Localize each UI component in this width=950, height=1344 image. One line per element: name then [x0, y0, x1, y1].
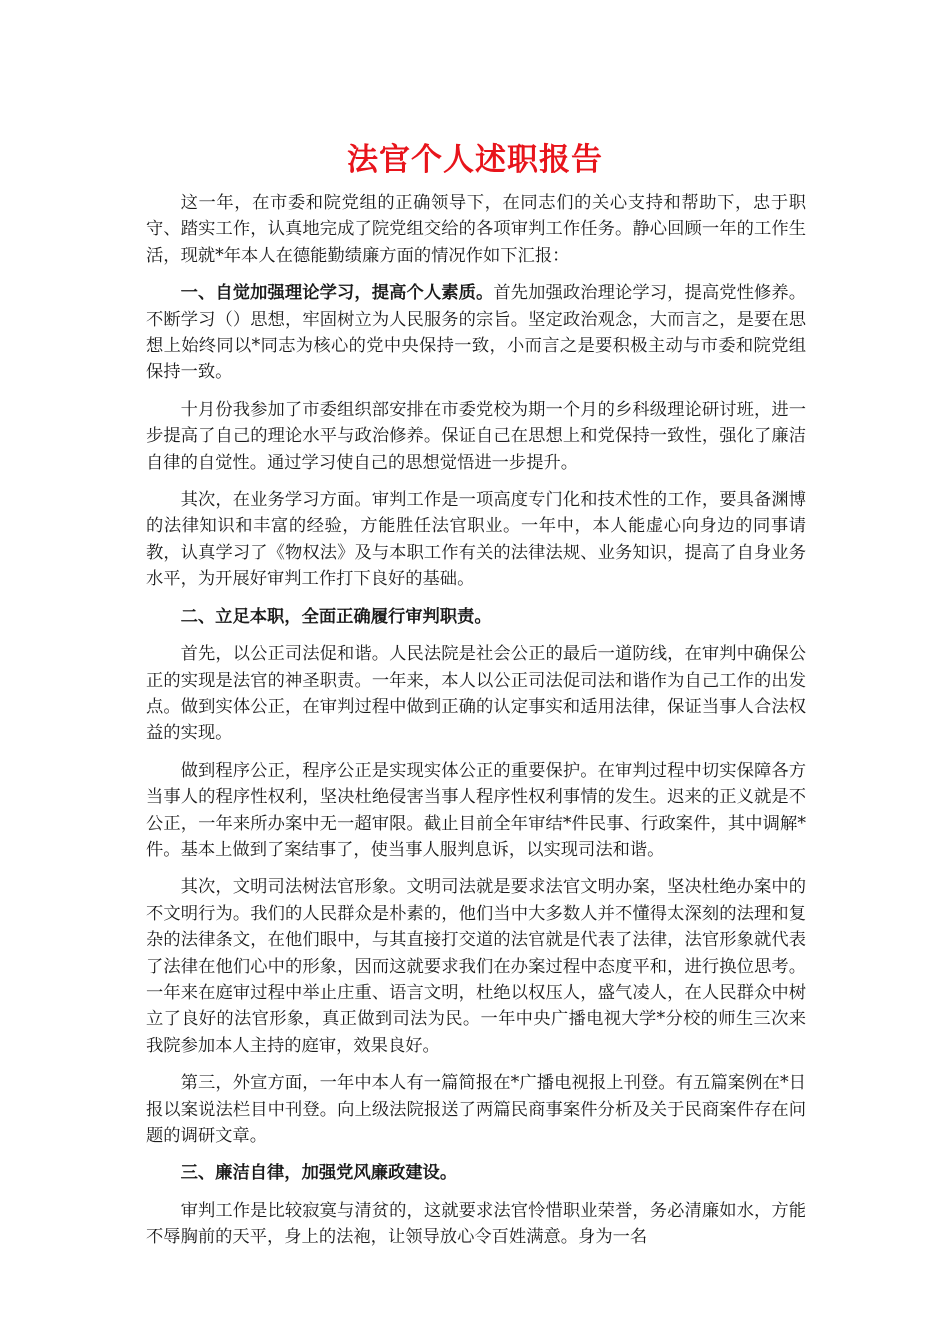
- paragraph-publicity: 第三，外宣方面，一年中本人有一篇简报在*广播电视报上刊登。有五篇案例在*日报以案说法栏目中刊登。向上级法院报送了两篇民商事案件分析及关于民商案件存在问题的调研文章。: [146, 1073, 806, 1146]
- section-heading-1: 一、自觉加强理论学习，提高个人素质。: [180, 283, 494, 304]
- document-title: 法官个人述职报告: [347, 142, 603, 178]
- paragraph-intro: 这一年，在市委和院党组的正确领导下，在同志们的关心支持和帮助下，忠于职守、踏实工作，认真地完成了院党组交给的各项审判工作任务。静心回顾一年的工作生活，现就*年本人在德能勤绩廉方面的情况作如下汇报：: [146, 193, 806, 266]
- paragraph-business-study: 其次，在业务学习方面。审判工作是一项高度专门化和技术性的工作，要具备渊博的法律知识和丰富的经验，方能胜任法官职业。一年中，本人能虚心向身边的同事请教，认真学习了《物权法》及与本职工作有关的法律法规、业务知识，提高了自身业务水平，为开展好审判工作打下良好的基础。: [146, 490, 806, 590]
- section-1-text: 首先加强政治理论学习，提高党性修养。不断学习（）思想，牢固树立为人民服务的宗旨。坚定政治观念，大而言之，是要在思想上始终同以*同志为核心的党中央保持一致，小而言之是要积极主动与市委和院党组保持一致。: [146, 283, 806, 383]
- paragraph-integrity: 审判工作是比较寂寞与清贫的，这就要求法官怜惜职业荣誉，务必清廉如水，方能不辱胸前的天平，身上的法袍，让领导放心令百姓满意。身为一名: [146, 1200, 806, 1248]
- section-heading-2: 二、立足本职，全面正确履行审判职责。: [180, 606, 492, 627]
- paragraph-section-1: [146, 280, 806, 386]
- document-body: [146, 190, 806, 1262]
- paragraph-civility: 其次，文明司法树法官形象。文明司法就是要求法官文明办案，坚决杜绝办案中的不文明行为。我们的人民群众是朴素的，他们当中大多数人并不懂得太深刻的法理和复杂的法律条文，在他们眼中，与其直接打交道的法官就是代表了法律，法官形象就代表了法律在他们心中的形象，因而这就要求我们在办案过程中态度平和，进行换位思考。一年来在庭审过程中举止庄重、语言文明，杜绝以权压人，盛气凌人，在人民群众中树立了良好的法官形象，真正做到司法为民。一年中央广播电视大学*分校的师生三次来我院参加本人主持的庭审，效果良好。: [146, 877, 806, 1056]
- paragraph-training: 十月份我参加了市委组织部安排在市委党校为期一个月的乡科级理论研讨班，进一步提高了自己的理论水平与政治修养。保证自己在思想上和党保持一致性，强化了廉洁自律的自觉性。通过学习使自己的思想觉悟进一步提升。: [146, 399, 806, 473]
- paragraph-procedure: 做到程序公正，程序公正是实现实体公正的重要保护。在审判过程中切实保障各方当事人的程序性权利，坚决杜绝侵害当事人程序性权利事情的发生。迟来的正义就是不公正，一年来所办案中无一超审限。截止目前全年审结*件民事、行政案件，其中调解*件。基本上做到了案结事了，使当事人服判息诉，以实现司法和谐。: [146, 760, 806, 860]
- section-heading-3: 三、廉洁自律，加强党风廉政建设。: [180, 1163, 458, 1184]
- paragraph-justice: 首先，以公正司法促和谐。人民法院是社会公正的最后一道防线，在审判中确保公正的实现是法官的神圣职责。一年来，本人以公正司法促司法和谐作为自己工作的出发点。做到实体公正，在审判过程中做到正确的认定事实和适用法律，保证当事人合法权益的实现。: [146, 644, 806, 744]
